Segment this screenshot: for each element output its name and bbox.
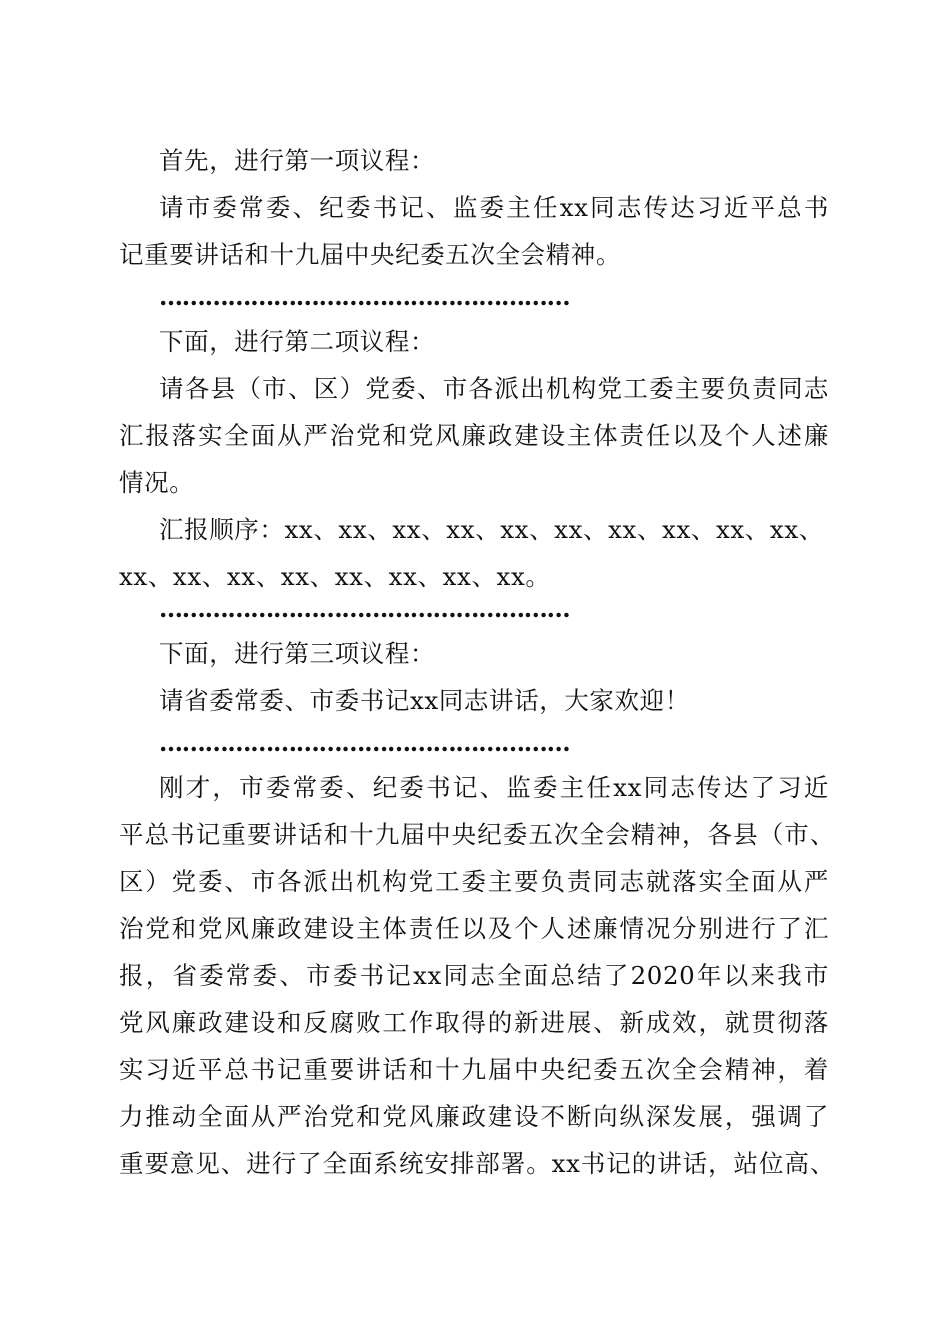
agenda-item-2-heading: 下面，进行第二项议程： <box>159 327 436 356</box>
summary-line-1: 刚才，市委常委、纪委书记、监委主任xx同志传达了习近 <box>159 773 829 802</box>
report-order-line-2: xx、xx、xx、xx、xx、xx、xx、xx。 <box>119 562 551 591</box>
agenda-item-1-text-line-2: 记重要讲话和十九届中央纪委五次全会精神。 <box>119 240 621 269</box>
report-order-line-1: 汇报顺序：xx、xx、xx、xx、xx、xx、xx、xx、xx、xx、 <box>159 515 824 544</box>
summary-line-2: 平总书记重要讲话和十九届中央纪委五次全会精神，各县（市、 <box>119 820 835 849</box>
agenda-item-1-heading: 首先，进行第一项议程： <box>159 146 436 175</box>
summary-line-8: 力推动全面从严治党和党风廉政建设不断向纵深发展，强调了 <box>119 1102 829 1131</box>
summary-line-5: 报，省委常委、市委书记xx同志全面总结了2020年以来我市 <box>119 961 829 990</box>
agenda-item-3-heading: 下面，进行第三项议程： <box>159 639 436 668</box>
ellipsis-separator-3: ……………………………………………… <box>159 728 570 757</box>
agenda-item-2-text-line-2: 汇报落实全面从严治党和党风廉政建设主体责任以及个人述廉 <box>119 421 829 450</box>
summary-line-4: 治党和党风廉政建设主体责任以及个人述廉情况分别进行了汇 <box>119 914 829 943</box>
agenda-item-2-text-line-3: 情况。 <box>119 468 195 497</box>
summary-line-6: 党风廉政建设和反腐败工作取得的新进展、新成效，就贯彻落 <box>119 1008 829 1037</box>
ellipsis-separator-2: ……………………………………………… <box>159 594 570 623</box>
agenda-item-3-text: 请省委常委、市委书记xx同志讲话，大家欢迎！ <box>159 686 690 715</box>
ellipsis-separator-1: ……………………………………………… <box>159 282 570 311</box>
agenda-item-2-text-line-1: 请各县（市、区）党委、市各派出机构党工委主要负责同志 <box>159 374 829 403</box>
summary-line-3: 区）党委、市各派出机构党工委主要负责同志就落实全面从严 <box>119 867 829 896</box>
summary-line-7: 实习近平总书记重要讲话和十九届中央纪委五次全会精神，着 <box>119 1055 829 1084</box>
summary-line-9: 重要意见、进行了全面系统安排部署。xx书记的讲话，站位高、 <box>119 1149 835 1178</box>
agenda-item-1-text-line-1: 请市委常委、纪委书记、监委主任xx同志传达习近平总书 <box>159 193 829 222</box>
